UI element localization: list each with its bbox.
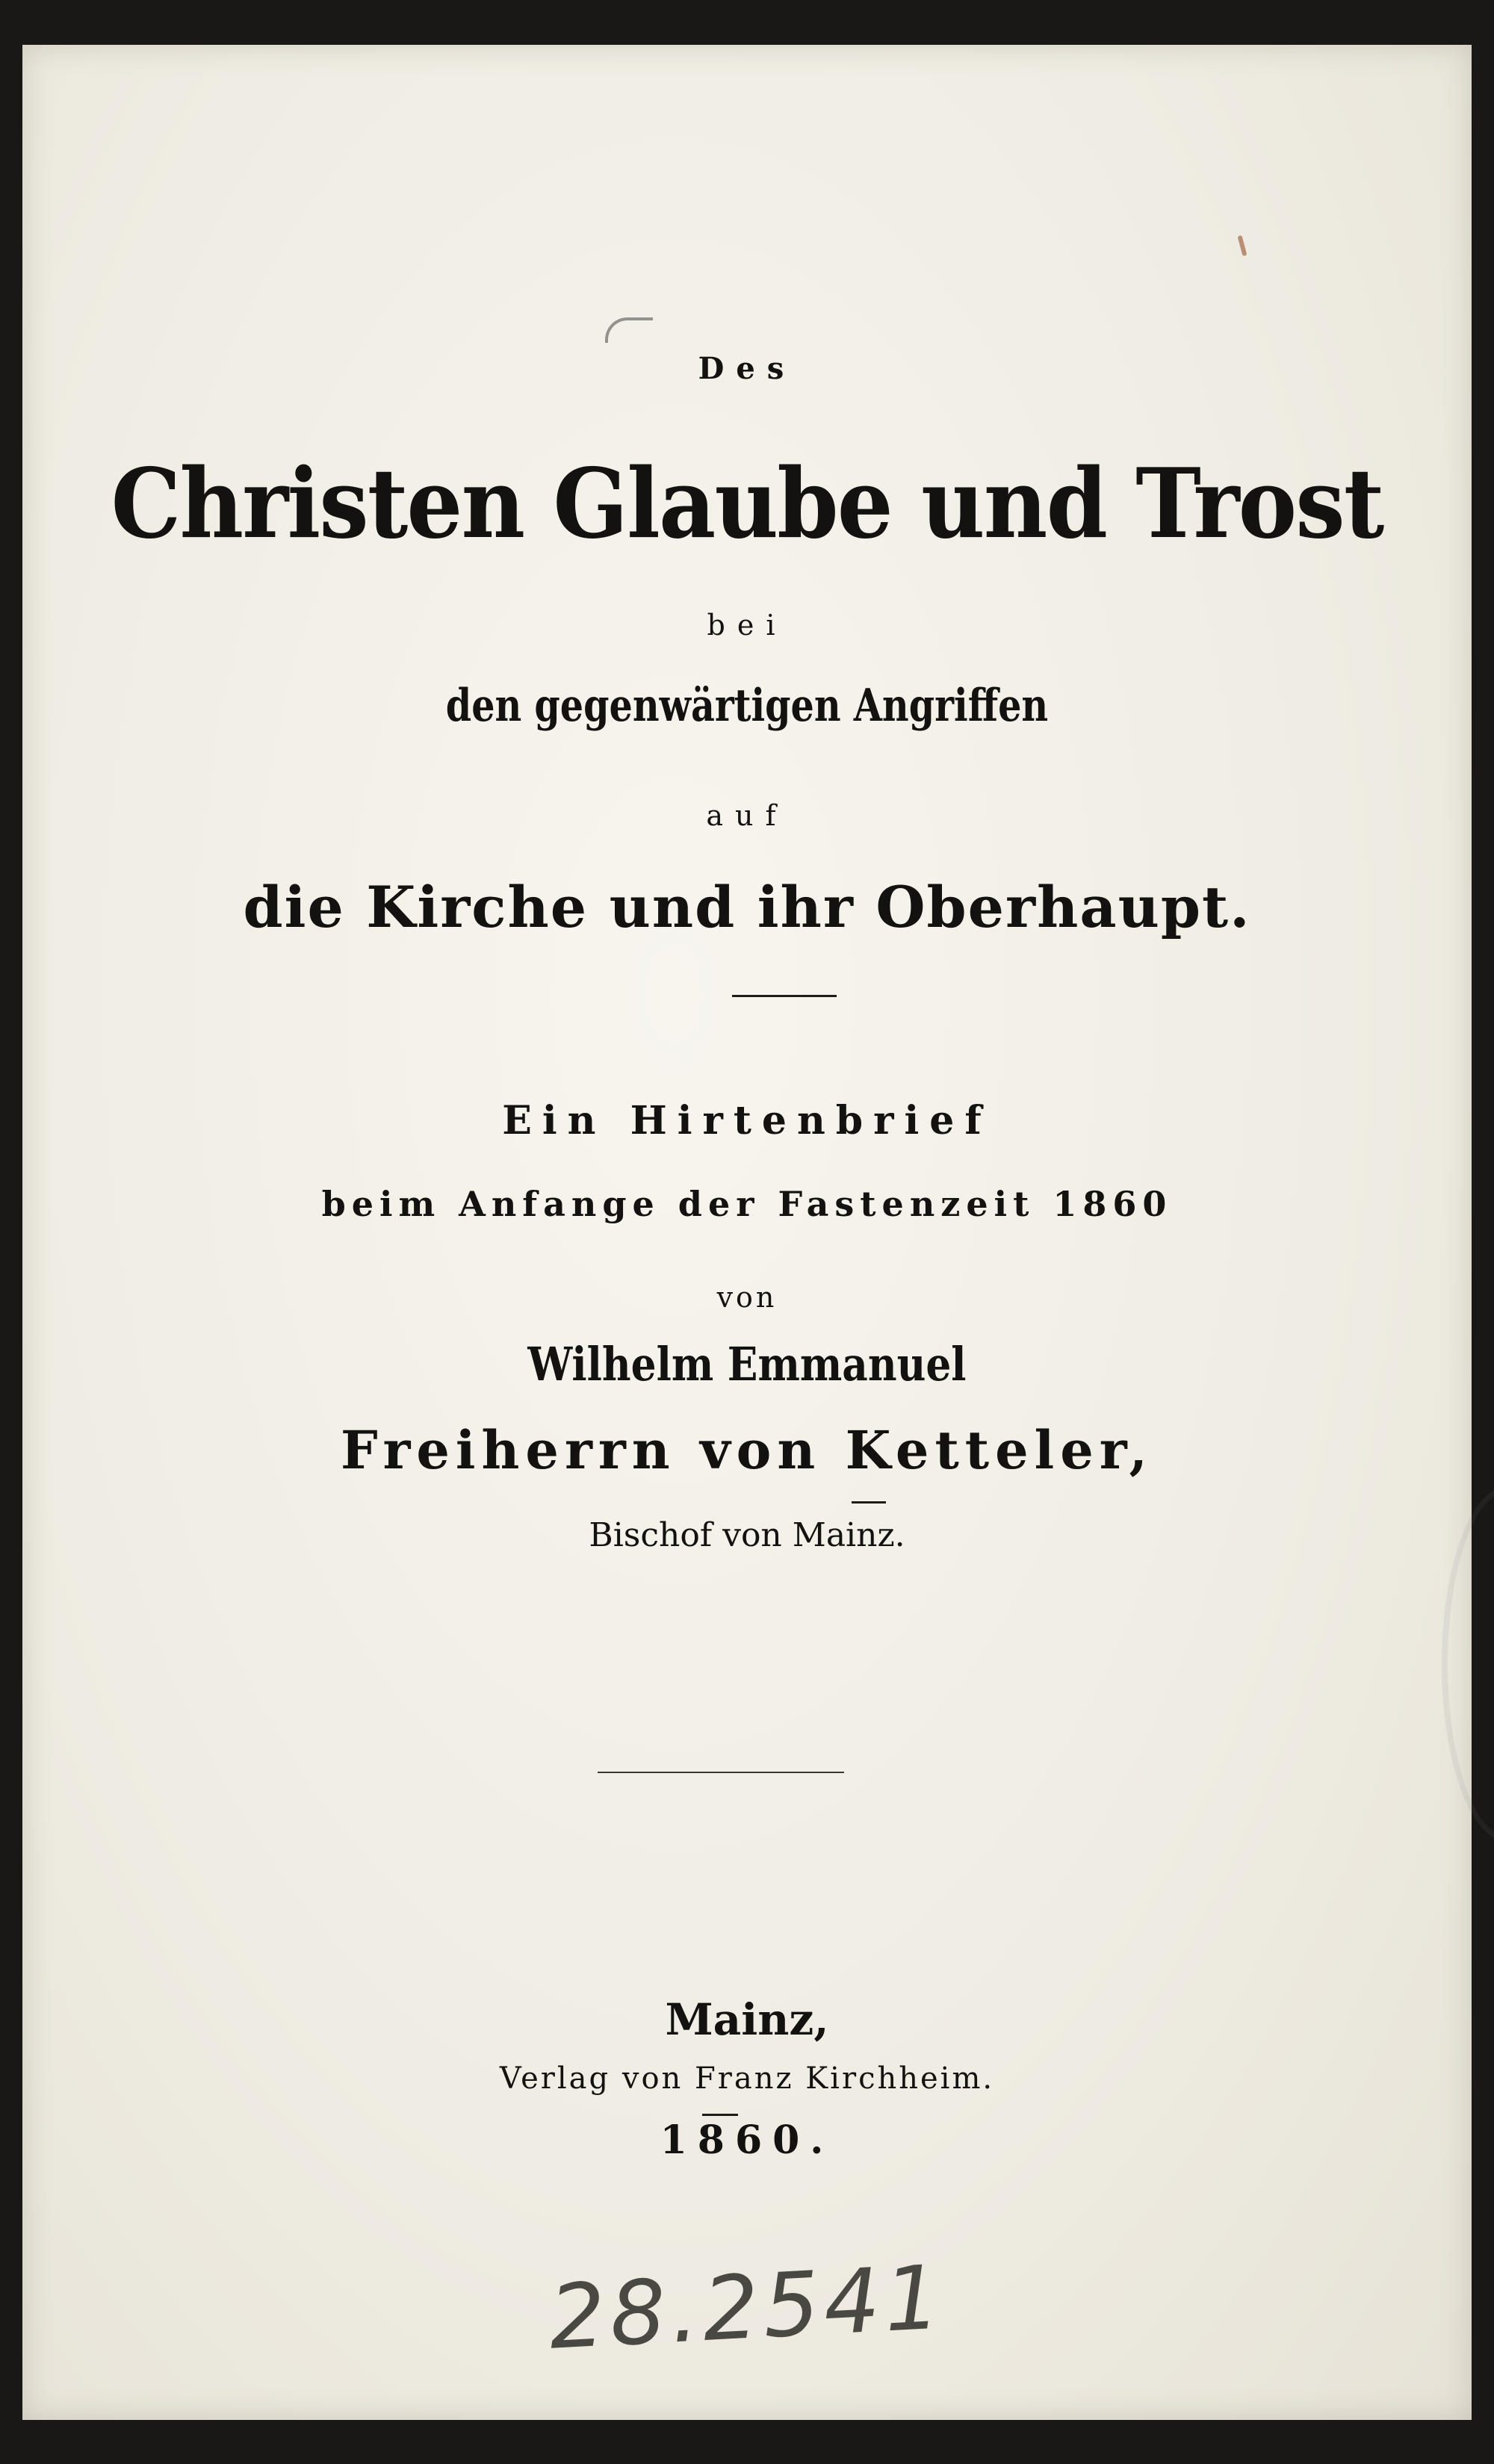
title-page	[22, 45, 1472, 2420]
author-title: Freiherrn von Ketteler,	[341, 1419, 1153, 1481]
underline-rule	[598, 1772, 844, 1773]
author-name: Wilhelm Emmanuel	[527, 1337, 967, 1391]
subtitle-line-1: den gegenwärtigen Angriffen	[445, 680, 1049, 732]
title-page-content	[22, 45, 1472, 2420]
author-role: Bischof von Mainz.	[589, 1516, 905, 1554]
main-title: Christen Glaube und Trost	[111, 448, 1383, 560]
author-connector-von: von	[716, 1281, 778, 1314]
title-connector-bei: bei	[707, 609, 787, 642]
small-rule	[852, 1501, 886, 1503]
genre-line: Ein Hirtenbrief	[502, 1098, 992, 1143]
divider-rule	[732, 995, 837, 997]
handwritten-shelfmark: 28.2541	[546, 2245, 948, 2369]
imprint-rule	[702, 2114, 738, 2116]
imprint-year: 1860.	[660, 2117, 834, 2163]
occasion-line: beim Anfange der Fastenzeit 1860	[321, 1184, 1173, 1224]
imprint-publisher: Verlag von Franz Kirchheim.	[499, 2061, 995, 2096]
title-connector-auf: auf	[706, 799, 788, 832]
subtitle-line-2: die Kirche und ihr Oberhaupt.	[243, 874, 1251, 940]
imprint-city: Mainz,	[665, 1994, 829, 2045]
title-article: Des	[698, 351, 796, 386]
